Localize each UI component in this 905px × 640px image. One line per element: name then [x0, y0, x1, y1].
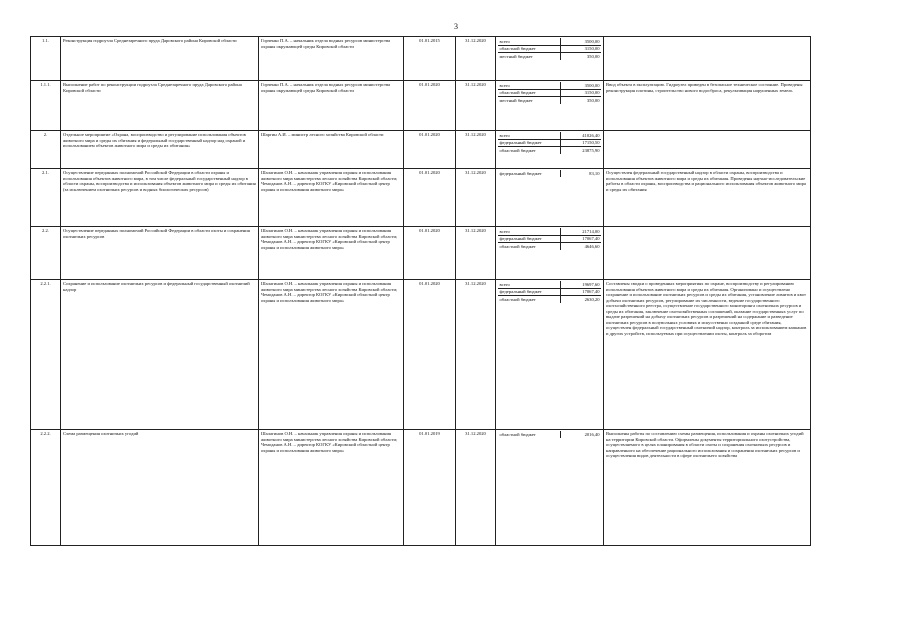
- funding-amount: 23875,90: [582, 147, 600, 153]
- start-date: 01.01.2020: [404, 169, 456, 227]
- start-date: 01.01.2020: [404, 280, 456, 430]
- responsible-executor: Шалагинов О.Н. – начальник управления охраны и использования животного мира министерства лесного хозяйства Кировской области; Чемоданов А.Н. – директор КОГКУ «Кировский областной центр охраны и использования животного мира»: [259, 169, 404, 227]
- expected-result: Осуществлен федеральный государственный надзор в области охраны, воспроизводства и использования объектов животного мира и среды их обитания. Проведены научно-исследовательские работы в области охраны, воспроизводства и рационального использования объектов животного мира и среды их обитания: [604, 169, 811, 227]
- table-row: [31, 280, 811, 430]
- expected-result: Ввод объекта в эксплуатацию. Гидроузел приведен в безопасное техническое состояние. Проведены реконструкция плотины, строительство нового водосброса, рекультивация нарушенных земель: [604, 81, 811, 131]
- end-date: 31.12.2020: [456, 37, 496, 81]
- row-number: 2.2.: [31, 227, 61, 280]
- funding-source: областной бюджет: [498, 45, 560, 53]
- row-number: 1.1.: [31, 37, 61, 81]
- funding-amount: 3500,00: [560, 82, 601, 89]
- funding-source: всего: [498, 132, 560, 139]
- end-date: 31.12.2020: [456, 131, 496, 169]
- funding-amount: 3150,00: [560, 89, 601, 97]
- financing-cell: [496, 280, 604, 430]
- responsible-executor: Шалагинов О.Н. – начальник управления охраны и использования животного мира министерства лесного хозяйства Кировской области; Чемоданов А.Н. – директор КОГКУ «Кировский областной центр охраны и использования животного мира»: [259, 280, 404, 430]
- start-date: 01.01.2020: [404, 81, 456, 131]
- funding-amount: 3150,00: [560, 45, 601, 53]
- financing-row: [498, 170, 601, 177]
- financing-cell: [496, 227, 604, 280]
- funding-source: федеральный бюджет: [498, 139, 560, 147]
- funding-source: федеральный бюджет: [498, 170, 560, 177]
- responsible-executor: Шалагинов О.Н. – начальник управления охраны и использования животного мира министерства лесного хозяйства Кировской области; Чемоданов А.Н. – директор КОГКУ «Кировский областной центр охраны и использования животного мира»: [259, 430, 404, 546]
- expected-result: Составлены сводки о проведенных мероприятиях по охране, воспроизводству и регулированию использования объектов животного мира и среды их обитания. Организовано и осуществлено сохранение и использование охотничьих ресурсов и среды их обитания, установление лимитов и квот добычи охотничьих ресурсов, регулирование их численности, ведение государственного охотхозяйственного реестра, осуществление государственного мониторинга охотничьих ресурсов и среды их обитания, заключение охотхозяйственных соглашений, оказание государственных услуг по выдаче разрешений на добычу охотничьих ресурсов и разрешений на содержание и разведение охотничьих ресурсов в полувольных условиях и искусственно созданной среде обитания, осуществлен федеральный государственный охотничий надзор, контроль за использованием капканов и других устройств, используемых при осуществлении охоты, контроль за оборотом: [604, 280, 811, 430]
- table-row: [31, 81, 811, 131]
- activity-name: Отдельное мероприятие «Охрана, воспроизводство и регулирование использования объектов животного мира и среды их обитания и федеральный государственный надзор над охраной и использованием объектов животного мира и среды их обитания»: [61, 131, 259, 169]
- expected-result: [604, 227, 811, 280]
- table-row: [31, 430, 811, 546]
- row-number: 2.: [31, 131, 61, 169]
- financing-row: [498, 228, 601, 235]
- funding-source: местный бюджет: [498, 97, 560, 104]
- row-number: 2.2.1.: [31, 280, 61, 430]
- funding-source: местный бюджет: [498, 53, 560, 60]
- expected-result: [604, 131, 811, 169]
- start-date: 01.01.2019: [404, 430, 456, 546]
- financing-row: [498, 288, 601, 296]
- financing-row: [498, 89, 601, 97]
- expected-result: Выполнены работы по составлению схемы размещения, использования и охраны охотничьих угодий на территории Кировской области. Оформлены документы территориального охотустройства, осуществляемого в целях планирования в области охоты и сохранения охотничьих ресурсов и направленного на обеспечение рационального использования и сохранения охотничьих ресурсов и осуществления видов деятельности в сфере охотничьего хозяйства: [604, 430, 811, 546]
- funding-source: всего: [498, 38, 560, 45]
- start-date: 01.01.2020: [404, 131, 456, 169]
- row-number: 2.2.2.: [31, 430, 61, 546]
- financing-row: [498, 139, 601, 147]
- funding-source: федеральный бюджет: [498, 235, 560, 243]
- financing-table: [498, 431, 601, 438]
- responsible-executor: Горченко П.А. – начальник отдела водных ресурсов министерства охраны окружающей среды Кировской области: [259, 81, 404, 131]
- financing-row: [498, 53, 601, 60]
- financing-row: [498, 431, 601, 438]
- financing-row: [498, 296, 601, 303]
- financing-row: [498, 243, 601, 250]
- funding-source: федеральный бюджет: [498, 288, 560, 296]
- funding-amount: 4646,60: [584, 243, 600, 249]
- table-row: [31, 131, 811, 169]
- end-date: 31.12.2020: [456, 81, 496, 131]
- funding-amount: 17150,50: [560, 139, 601, 147]
- funding-amount: 17067,40: [560, 235, 601, 243]
- activity-name: Выполнение работ по реконструкции гидроузла Среднезаречного пруда Даровского района Кировской области: [61, 81, 259, 131]
- financing-cell: [496, 169, 604, 227]
- financing-row: [498, 132, 601, 139]
- funding-amount: 350,00: [586, 97, 600, 103]
- row-number: 1.1.1.: [31, 81, 61, 131]
- end-date: 31.12.2020: [456, 280, 496, 430]
- responsible-executor: Горченко П.А. – начальник отдела водных ресурсов министерства охраны окружающей среды Кировской области: [259, 37, 404, 81]
- activity-name: Осуществление переданных полномочий Российской Федерации в области охоты и сохранения охотничьих ресурсов: [61, 227, 259, 280]
- activity-name: Сохранение и использование охотничьих ресурсов и федеральный государственный охотничий надзор: [61, 280, 259, 430]
- financing-cell: [496, 131, 604, 169]
- funding-source: областной бюджет: [498, 431, 560, 438]
- financing-cell: [496, 430, 604, 546]
- expected-result: [604, 37, 811, 81]
- funding-source: областной бюджет: [498, 296, 560, 303]
- program-table: [30, 36, 811, 546]
- financing-row: [498, 45, 601, 53]
- end-date: 31.12.2020: [456, 169, 496, 227]
- funding-source: областной бюджет: [498, 243, 560, 250]
- financing-table: [498, 170, 601, 177]
- financing-table: [498, 228, 601, 250]
- financing-row: [498, 147, 601, 154]
- financing-row: [498, 82, 601, 89]
- row-number: 2.1.: [31, 169, 61, 227]
- activity-name: Схема размещения охотничьих угодий: [61, 430, 259, 546]
- financing-row: [498, 38, 601, 45]
- responsible-executor: Шаргин А.И. – министр лесного хозяйства Кировской области: [259, 131, 404, 169]
- funding-amount: 21714,00: [560, 228, 601, 235]
- table-row: [31, 227, 811, 280]
- funding-amount: 2016,40: [584, 431, 600, 437]
- funding-amount: 350,00: [586, 53, 600, 59]
- funding-amount: 2630,20: [584, 296, 600, 302]
- funding-source: всего: [498, 228, 560, 235]
- funding-amount: 17067,40: [560, 288, 601, 296]
- funding-amount: 83,10: [589, 170, 600, 176]
- funding-amount: 3500,00: [560, 38, 601, 45]
- financing-row: [498, 235, 601, 243]
- table-row: [31, 169, 811, 227]
- financing-table: [498, 38, 601, 60]
- funding-source: областной бюджет: [498, 147, 560, 154]
- funding-source: областной бюджет: [498, 89, 560, 97]
- financing-table: [498, 281, 601, 303]
- financing-row: [498, 281, 601, 288]
- funding-amount: 41026,40: [560, 132, 601, 139]
- financing-table: [498, 82, 601, 104]
- start-date: 01.01.2015: [404, 37, 456, 81]
- activity-name: Осуществление переданных полномочий Российской Федерации в области охраны и использования объектов животного мира, в том числе федеральный государственный надзор в области охраны, воспроизводства и использования объектов животного мира и среды их обитания (за исключением охотничьих ресурсов и водных биологических ресурсов): [61, 169, 259, 227]
- end-date: 31.12.2020: [456, 430, 496, 546]
- end-date: 31.12.2020: [456, 227, 496, 280]
- financing-row: [498, 97, 601, 104]
- financing-cell: [496, 37, 604, 81]
- table-row: [31, 37, 811, 81]
- financing-table: [498, 132, 601, 154]
- start-date: 01.01.2020: [404, 227, 456, 280]
- funding-amount: 19697,60: [560, 281, 601, 288]
- financing-cell: [496, 81, 604, 131]
- funding-source: всего: [498, 281, 560, 288]
- responsible-executor: Шалагинов О.Н. – начальник управления охраны и использования животного мира министерства лесного хозяйства Кировской области; Чемоданов А.Н. – директор КОГКУ «Кировский областной центр охраны и использования животного мира»: [259, 227, 404, 280]
- page-number: 3: [454, 22, 458, 31]
- activity-name: Реконструкция гидроузла Среднезаречного пруда Даровского района Кировской области: [61, 37, 259, 81]
- funding-source: всего: [498, 82, 560, 89]
